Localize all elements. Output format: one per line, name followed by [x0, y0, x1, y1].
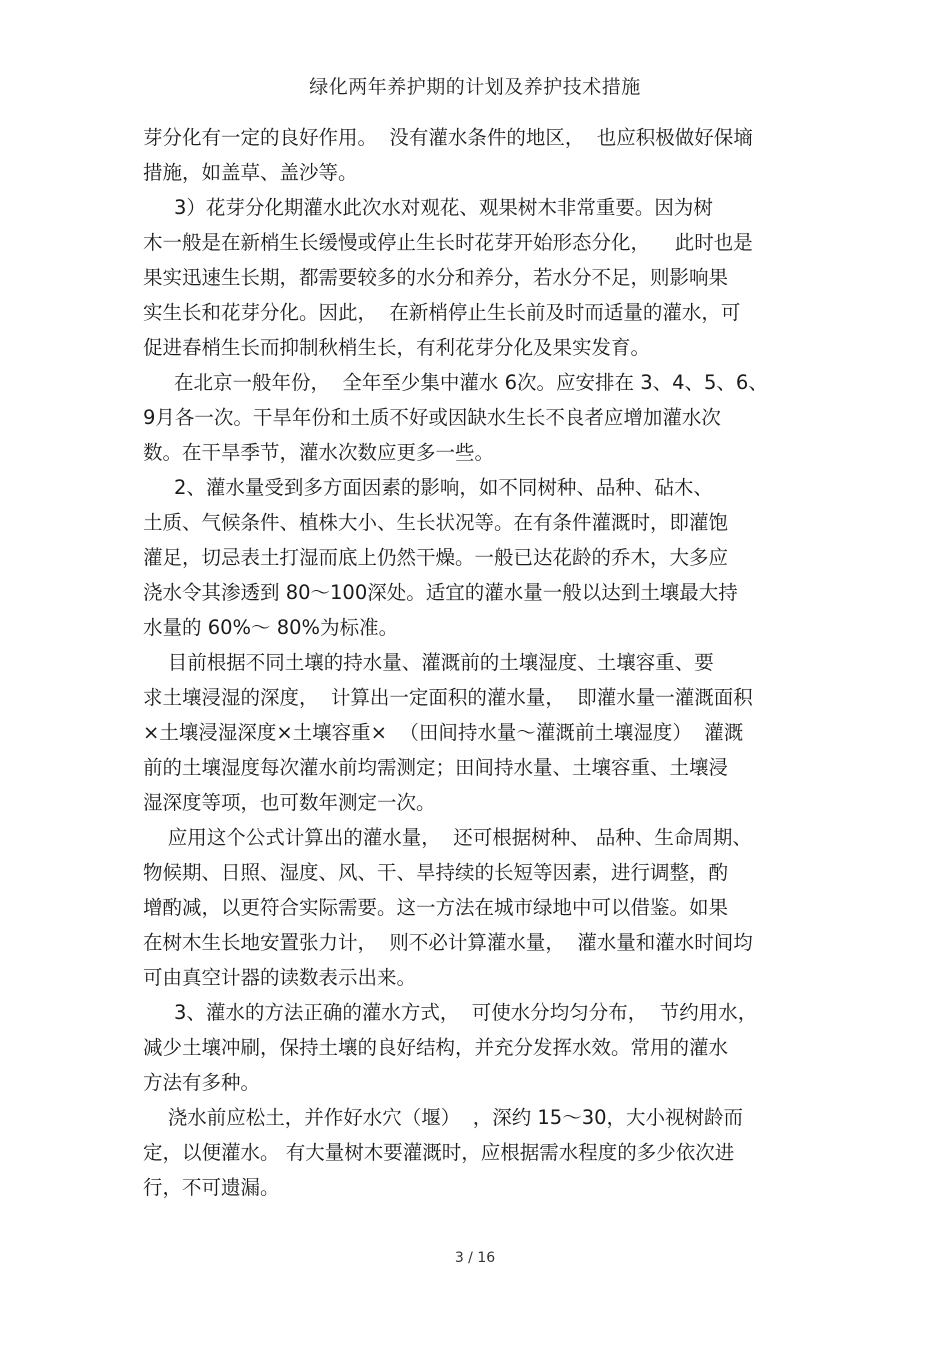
text-line: 2、灌水量受到多方面因素的影响，如不同树种、品种、砧木、: [143, 476, 713, 499]
text-line: 措施，如盖草、盖沙等。: [143, 161, 358, 184]
text-line: 果实迅速生长期，都需要较多的水分和养分，若水分不足，则影响果: [143, 266, 729, 289]
text-line: 可由真空计器的读数表示出来。: [143, 966, 417, 989]
text-line: 方法有多种。: [143, 1071, 261, 1094]
text-line: 浇水前应松土，并作好水穴（堰） ，深约 15～30，大小视树龄而: [143, 1106, 744, 1129]
text-line: 促进春梢生长而抑制秋梢生长，有利花芽分化及果实发育。: [143, 336, 651, 359]
text-line: 物候期、日照、湿度、风、干、旱持续的长短等因素，进行调整，酌: [143, 861, 729, 884]
text-line: 实生长和花芽分化。因此， 在新梢停止生长前及时而适量的灌水，可: [143, 301, 741, 324]
document-body: [143, 120, 815, 1205]
text-line: 目前根据不同土壤的持水量、灌溉前的土壤湿度、土壤容重、要: [143, 651, 714, 674]
text-line: 水量的 60%～ 80%为标准。: [143, 616, 399, 639]
page-number: 3 / 16: [454, 1250, 496, 1266]
text-line: 3）花芽分化期灌水此次水对观花、观果树木非常重要。因为树: [143, 196, 713, 219]
text-line: 3、灌水的方法正确的灌水方式， 可使水分均匀分布， 节约用水，: [143, 1001, 758, 1024]
text-line: 灌足，切忌表土打湿而底上仍然干燥。一般已达花龄的乔木，大多应: [143, 546, 729, 569]
text-line: 数。在干旱季节，灌水次数应更多一些。: [143, 441, 495, 464]
text-line: 9月各一次。干旱年份和土质不好或因缺水生长不良者应增加灌水次: [143, 406, 721, 429]
text-line: 在北京一般年份， 全年至少集中灌水 6次。应安排在 3、4、5、6、: [143, 371, 768, 394]
text-line: 减少土壤冲刷，保持土壤的良好结构，并充分发挥水效。常用的灌水: [143, 1036, 729, 1059]
text-line: 浇水令其渗透到 80～100深处。适宜的灌水量一般以达到土壤最大持: [143, 581, 738, 604]
text-line: 求土壤浸湿的深度， 计算出一定面积的灌水量， 即灌水量一灌溉面积: [143, 686, 753, 709]
text-line: 土质、气候条件、植株大小、生长状况等。在有条件灌溉时，即灌饱: [143, 511, 729, 534]
text-line: 定，以便灌水。 有大量树木要灌溉时，应根据需水程度的多少依次进: [143, 1141, 735, 1164]
text-line: 应用这个公式计算出的灌水量， 还可根据树种、 品种、生命周期、: [143, 826, 752, 849]
text-line: ×土壤浸湿深度×土壤容重× （田间持水量～灌溉前土壤湿度） 灌溉: [143, 721, 744, 744]
text-line: 前的土壤湿度每次灌水前均需测定；田间持水量、土壤容重、土壤浸: [143, 756, 729, 779]
text-line: 行，不可遗漏。: [143, 1176, 280, 1199]
text-line: 湿深度等项，也可数年测定一次。: [143, 791, 436, 814]
text-line: 芽分化有一定的良好作用。 没有灌水条件的地区， 也应积极做好保墒: [143, 126, 753, 149]
page-header: 绿化两年养护期的计划及养护技术措施: [309, 76, 641, 98]
text-line: 木一般是在新梢生长缓慢或停止生长时花芽开始形态分化， 此时也是: [143, 231, 753, 254]
text-line: 在树木生长地安置张力计， 则不必计算灌水量， 灌水量和灌水时间均: [143, 931, 753, 954]
text-line: 增酌减，以更符合实际需要。这一方法在城市绿地中可以借鉴。如果: [143, 896, 729, 919]
